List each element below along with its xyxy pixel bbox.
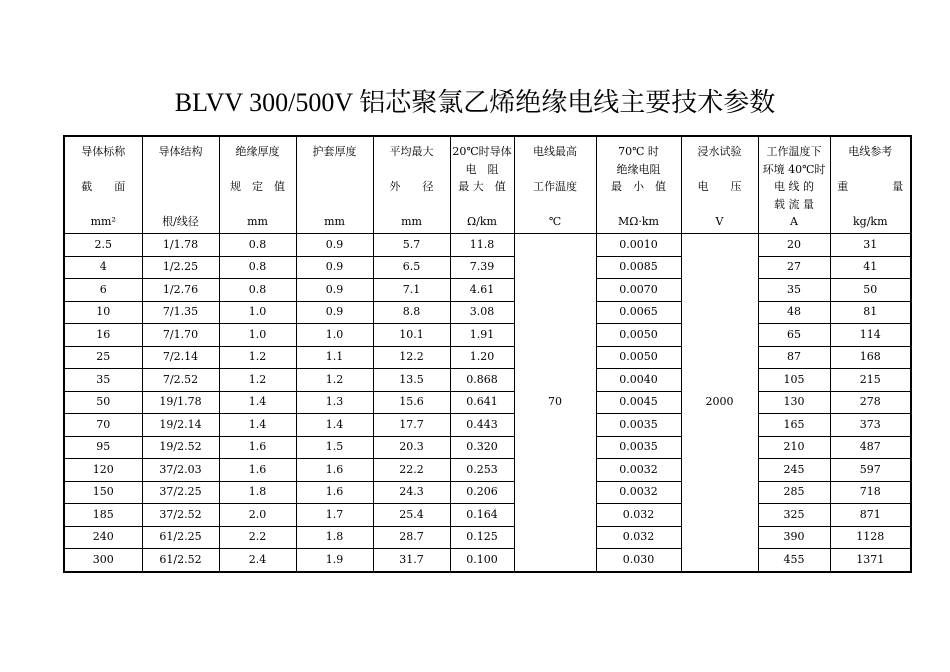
cell-insulation: 2.4 (219, 549, 296, 572)
header-line (374, 161, 450, 179)
cell-outer-diameter: 24.3 (373, 481, 450, 504)
header-line: mm (324, 215, 345, 228)
cell-sheath: 1.1 (296, 346, 373, 369)
cell-insulation-resistance: 0.0032 (596, 459, 681, 482)
cell-weight: 114 (830, 324, 911, 347)
cell-section: 95 (64, 436, 142, 459)
cell-section: 185 (64, 504, 142, 527)
header-line: 重 量 (837, 180, 904, 193)
header-cell (830, 136, 911, 234)
table-row (64, 324, 911, 347)
header-line: 最 小 值 (611, 180, 666, 193)
cell-sheath: 0.9 (296, 234, 373, 257)
header-line: 截 面 (81, 180, 126, 193)
header-line (374, 196, 450, 214)
header-line (831, 161, 911, 179)
cell-sheath: 1.6 (296, 481, 373, 504)
cell-weight: 718 (830, 481, 911, 504)
cell-current: 65 (758, 324, 830, 347)
cell-resistance: 4.61 (450, 279, 514, 302)
cell-sheath: 1.6 (296, 459, 373, 482)
cell-current: 87 (758, 346, 830, 369)
cell-current: 210 (758, 436, 830, 459)
cell-insulation-resistance: 0.0010 (596, 234, 681, 257)
table-row (64, 346, 911, 369)
header-line: 载 流 量 (774, 197, 814, 211)
header-cell (64, 136, 142, 234)
header-line: 规 定 值 (230, 180, 285, 193)
header-line: 护套厚度 (312, 145, 357, 158)
cell-structure: 37/2.25 (142, 481, 219, 504)
cell-structure: 37/2.03 (142, 459, 219, 482)
cell-weight: 871 (830, 504, 911, 527)
cell-structure: 1/1.78 (142, 234, 219, 257)
cell-resistance: 1.20 (450, 346, 514, 369)
cell-section: 240 (64, 526, 142, 549)
header-line: 导体结构 (158, 145, 203, 158)
cell-weight: 1128 (830, 526, 911, 549)
cell-insulation: 0.8 (219, 256, 296, 279)
cell-section: 4 (64, 256, 142, 279)
header-line (65, 196, 142, 214)
cell-section: 120 (64, 459, 142, 482)
cell-sheath: 0.9 (296, 256, 373, 279)
cell-insulation: 1.8 (219, 481, 296, 504)
cell-insulation-resistance: 0.0050 (596, 324, 681, 347)
header-line: A (790, 215, 798, 228)
cell-sheath: 1.7 (296, 504, 373, 527)
cell-insulation: 2.2 (219, 526, 296, 549)
cell-section: 70 (64, 414, 142, 437)
cell-insulation: 1.0 (219, 324, 296, 347)
header-line (143, 161, 219, 179)
cell-structure: 1/2.25 (142, 256, 219, 279)
cell-current: 245 (758, 459, 830, 482)
cell-resistance: 0.125 (450, 526, 514, 549)
cell-resistance: 0.206 (450, 481, 514, 504)
header-line (297, 161, 373, 179)
cell-current: 35 (758, 279, 830, 302)
header-line: 根/线径 (162, 215, 199, 228)
cell-insulation-resistance: 0.0050 (596, 346, 681, 369)
cell-outer-diameter: 13.5 (373, 369, 450, 392)
cell-outer-diameter: 15.6 (373, 391, 450, 414)
cell-resistance: 11.8 (450, 234, 514, 257)
cell-section: 35 (64, 369, 142, 392)
header-line (143, 178, 219, 196)
header-line: 工作温度 (533, 180, 577, 193)
cell-sheath: 1.8 (296, 526, 373, 549)
header-cell (514, 136, 596, 234)
cell-current: 20 (758, 234, 830, 257)
cell-structure: 61/2.52 (142, 549, 219, 572)
cell-structure: 1/2.76 (142, 279, 219, 302)
cell-current: 27 (758, 256, 830, 279)
header-line: 外 径 (389, 180, 434, 193)
header-cell (758, 136, 830, 234)
header-cell (373, 136, 450, 234)
header-line: 电 线 的 (774, 180, 814, 193)
cell-insulation-resistance: 0.0045 (596, 391, 681, 414)
cell-insulation: 1.0 (219, 301, 296, 324)
cell-sheath: 1.2 (296, 369, 373, 392)
header-line: 工作温度下 (766, 145, 822, 158)
cell-insulation: 1.6 (219, 436, 296, 459)
table-row (64, 301, 911, 324)
table-row (64, 526, 911, 549)
cell-insulation: 1.4 (219, 391, 296, 414)
cell-outer-diameter: 10.1 (373, 324, 450, 347)
cell-insulation: 1.2 (219, 346, 296, 369)
cell-structure: 19/2.52 (142, 436, 219, 459)
cell-resistance: 1.91 (450, 324, 514, 347)
cell-outer-diameter: 17.7 (373, 414, 450, 437)
cell-test-voltage: 2000 (681, 234, 758, 572)
cell-resistance: 0.320 (450, 436, 514, 459)
cell-insulation: 2.0 (219, 504, 296, 527)
cell-section: 16 (64, 324, 142, 347)
cell-insulation-resistance: 0.032 (596, 504, 681, 527)
cell-current: 130 (758, 391, 830, 414)
cell-weight: 41 (830, 256, 911, 279)
cell-insulation: 1.4 (219, 414, 296, 437)
cell-sheath: 1.0 (296, 324, 373, 347)
cell-section: 50 (64, 391, 142, 414)
header-line (297, 196, 373, 214)
cell-insulation-resistance: 0.0065 (596, 301, 681, 324)
header-line (297, 178, 373, 196)
cell-section: 25 (64, 346, 142, 369)
cell-weight: 81 (830, 301, 911, 324)
header-line: ℃ (548, 215, 562, 228)
table-row (64, 256, 911, 279)
cell-sheath: 1.5 (296, 436, 373, 459)
header-line (682, 161, 758, 179)
cell-weight: 50 (830, 279, 911, 302)
cell-insulation-resistance: 0.030 (596, 549, 681, 572)
spec-table (63, 135, 912, 573)
cell-outer-diameter: 6.5 (373, 256, 450, 279)
cell-sheath: 0.9 (296, 279, 373, 302)
cell-section: 10 (64, 301, 142, 324)
cell-insulation-resistance: 0.0070 (596, 279, 681, 302)
cell-outer-diameter: 22.2 (373, 459, 450, 482)
header-line: 绝缘电阻 (616, 162, 661, 176)
cell-current: 105 (758, 369, 830, 392)
cell-outer-diameter: 8.8 (373, 301, 450, 324)
header-line: 电 压 (697, 180, 742, 193)
header-line: 最 大 值 (458, 180, 506, 193)
table-row (64, 279, 911, 302)
header-line: MΩ·km (618, 215, 659, 228)
header-cell (596, 136, 681, 234)
header-line (682, 196, 758, 214)
cell-insulation: 1.6 (219, 459, 296, 482)
cell-structure: 7/1.35 (142, 301, 219, 324)
header-line: V (715, 215, 724, 228)
table-row (64, 414, 911, 437)
header-line: 电 阻 (465, 162, 499, 176)
cell-current: 390 (758, 526, 830, 549)
cell-resistance: 0.100 (450, 549, 514, 572)
cell-resistance: 7.39 (450, 256, 514, 279)
cell-resistance: 0.164 (450, 504, 514, 527)
cell-structure: 19/1.78 (142, 391, 219, 414)
header-line: 20℃时导体 (452, 145, 512, 158)
cell-insulation-resistance: 0.0040 (596, 369, 681, 392)
header-line (597, 196, 681, 214)
header-cell (450, 136, 514, 234)
cell-outer-diameter: 12.2 (373, 346, 450, 369)
cell-structure: 19/2.14 (142, 414, 219, 437)
header-line: 环境 40℃时 (762, 162, 826, 176)
header-line: 70℃ 时 (618, 145, 659, 158)
table-header-row (64, 136, 911, 234)
cell-resistance: 3.08 (450, 301, 514, 324)
cell-structure: 37/2.52 (142, 504, 219, 527)
header-line (143, 196, 219, 214)
header-line (831, 196, 911, 214)
header-line (515, 196, 596, 214)
header-line (451, 196, 514, 214)
table-row (64, 391, 911, 414)
cell-sheath: 1.3 (296, 391, 373, 414)
spec-table-body (64, 136, 911, 572)
header-line (515, 161, 596, 179)
cell-structure: 7/2.14 (142, 346, 219, 369)
cell-weight: 31 (830, 234, 911, 257)
cell-insulation-resistance: 0.0085 (596, 256, 681, 279)
table-row (64, 459, 911, 482)
header-cell (296, 136, 373, 234)
cell-current: 285 (758, 481, 830, 504)
cell-insulation: 0.8 (219, 234, 296, 257)
cell-outer-diameter: 5.7 (373, 234, 450, 257)
table-row (64, 481, 911, 504)
cell-structure: 7/2.52 (142, 369, 219, 392)
header-line: 电线最高 (533, 145, 577, 158)
header-line (65, 161, 142, 179)
cell-outer-diameter: 20.3 (373, 436, 450, 459)
table-row (64, 234, 911, 257)
cell-outer-diameter: 28.7 (373, 526, 450, 549)
cell-max-temp: 70 (514, 234, 596, 572)
cell-outer-diameter: 7.1 (373, 279, 450, 302)
header-cell (681, 136, 758, 234)
cell-structure: 61/2.25 (142, 526, 219, 549)
header-line (220, 196, 296, 214)
cell-section: 300 (64, 549, 142, 572)
cell-insulation: 0.8 (219, 279, 296, 302)
cell-resistance: 0.253 (450, 459, 514, 482)
header-line: 绝缘厚度 (235, 145, 280, 158)
header-line: 平均最大 (389, 145, 434, 158)
cell-weight: 1371 (830, 549, 911, 572)
header-cell (142, 136, 219, 234)
cell-section: 150 (64, 481, 142, 504)
cell-insulation-resistance: 0.032 (596, 526, 681, 549)
cell-outer-diameter: 25.4 (373, 504, 450, 527)
cell-outer-diameter: 31.7 (373, 549, 450, 572)
header-line: 导体标称 (81, 145, 126, 158)
cell-section: 6 (64, 279, 142, 302)
cell-weight: 373 (830, 414, 911, 437)
header-line: mm² (90, 215, 116, 228)
cell-current: 165 (758, 414, 830, 437)
cell-sheath: 1.4 (296, 414, 373, 437)
cell-weight: 278 (830, 391, 911, 414)
cell-resistance: 0.641 (450, 391, 514, 414)
header-line: mm (247, 215, 268, 228)
table-row (64, 549, 911, 572)
cell-insulation: 1.2 (219, 369, 296, 392)
cell-sheath: 0.9 (296, 301, 373, 324)
cell-resistance: 0.443 (450, 414, 514, 437)
header-line: Ω/km (467, 215, 497, 228)
document-title: BLVV 300/500V 铝芯聚氯乙烯绝缘电线主要技术参数 (174, 88, 776, 117)
cell-current: 325 (758, 504, 830, 527)
cell-current: 455 (758, 549, 830, 572)
cell-insulation-resistance: 0.0035 (596, 414, 681, 437)
header-line: 浸水试验 (697, 145, 742, 158)
cell-sheath: 1.9 (296, 549, 373, 572)
cell-section: 2.5 (64, 234, 142, 257)
cell-insulation-resistance: 0.0035 (596, 436, 681, 459)
cell-insulation-resistance: 0.0032 (596, 481, 681, 504)
header-cell (219, 136, 296, 234)
table-row (64, 436, 911, 459)
cell-weight: 597 (830, 459, 911, 482)
table-row (64, 369, 911, 392)
header-line: kg/km (852, 215, 888, 228)
cell-structure: 7/1.70 (142, 324, 219, 347)
cell-weight: 487 (830, 436, 911, 459)
header-line: 电线参考 (848, 145, 893, 158)
header-line: mm (401, 215, 422, 228)
cell-weight: 168 (830, 346, 911, 369)
header-line (220, 161, 296, 179)
cell-current: 48 (758, 301, 830, 324)
table-row (64, 504, 911, 527)
cell-resistance: 0.868 (450, 369, 514, 392)
cell-weight: 215 (830, 369, 911, 392)
